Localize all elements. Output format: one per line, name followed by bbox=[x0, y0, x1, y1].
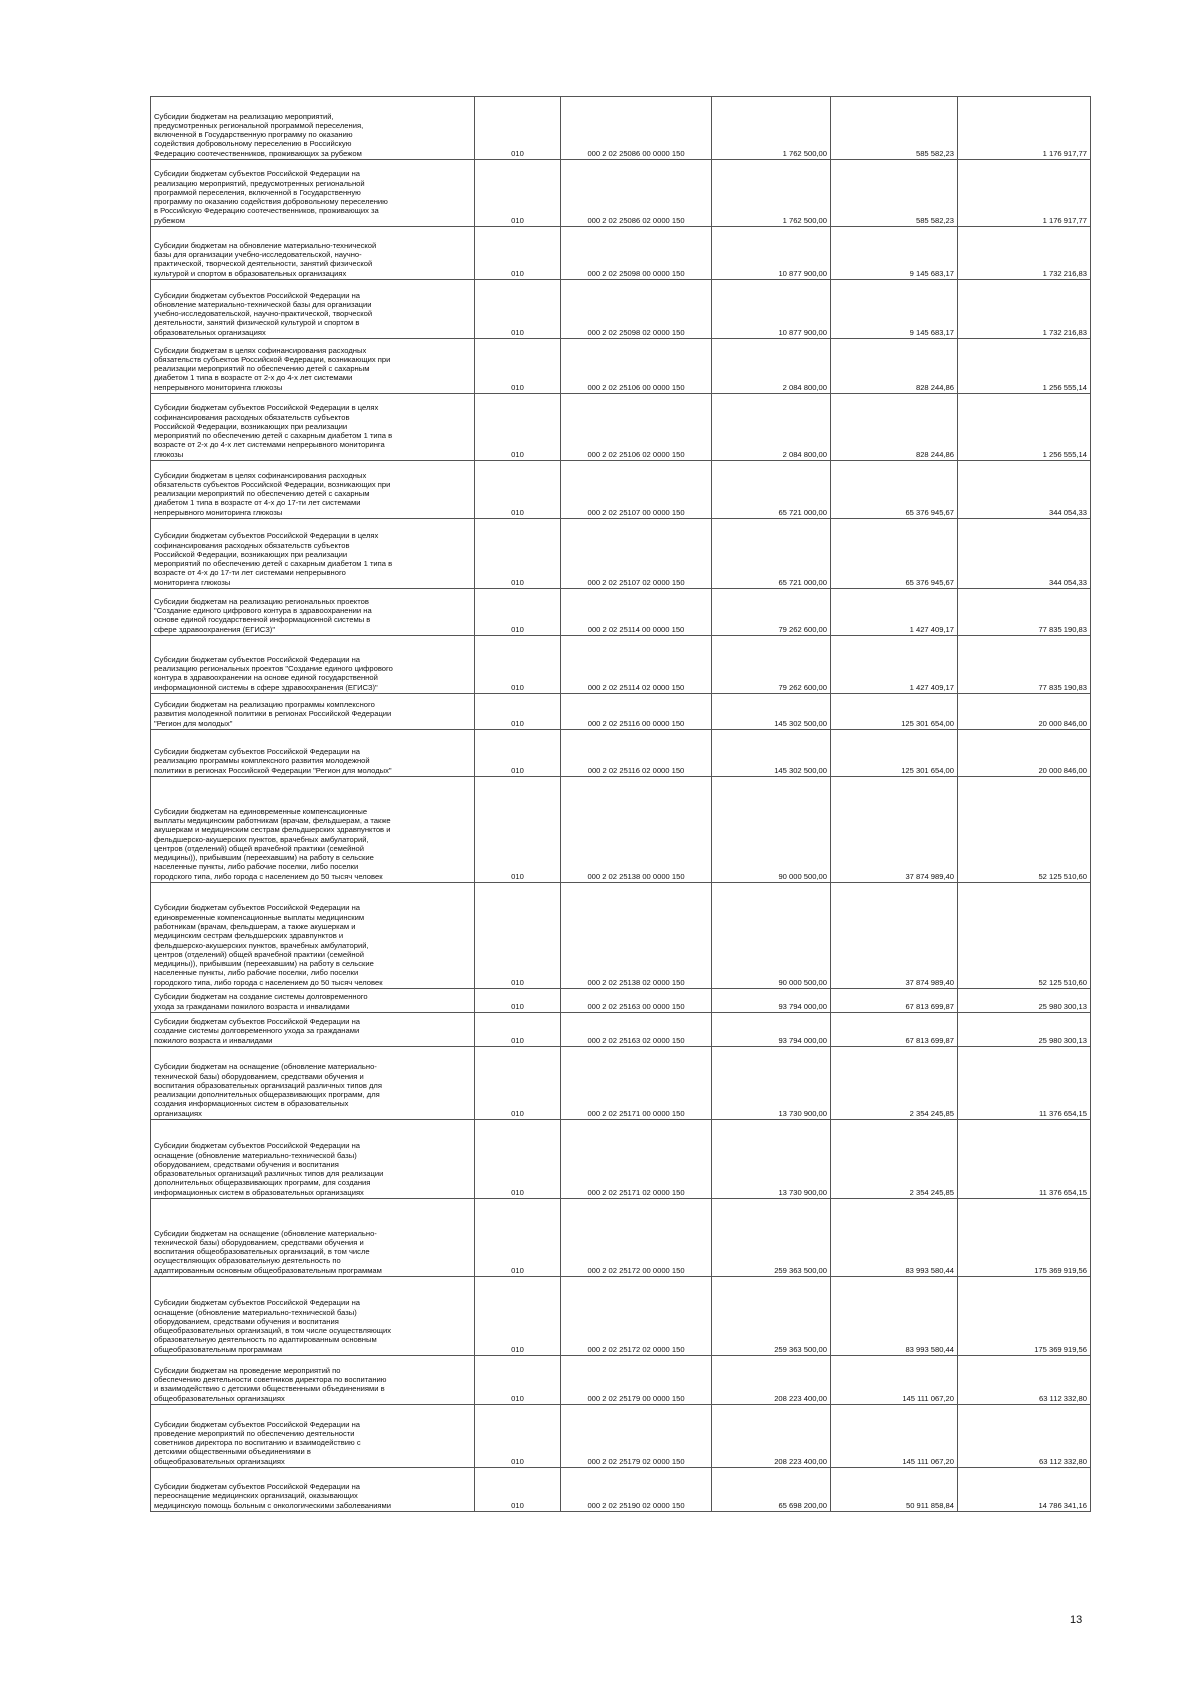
unexecuted-amount: 63 112 332,80 bbox=[958, 1356, 1091, 1405]
executed-amount: 37 874 989,40 bbox=[831, 883, 958, 989]
approved-amount: 145 302 500,00 bbox=[712, 694, 831, 730]
executed-amount: 50 911 858,84 bbox=[831, 1468, 958, 1512]
table-row bbox=[151, 730, 1091, 777]
budget-classification-code: 000 2 02 25098 00 0000 150 bbox=[561, 227, 712, 280]
line-code: 010 bbox=[475, 227, 561, 280]
unexecuted-amount: 25 980 300,13 bbox=[958, 989, 1091, 1013]
unexecuted-amount: 77 835 190,83 bbox=[958, 589, 1091, 636]
executed-amount: 1 427 409,17 bbox=[831, 636, 958, 694]
unexecuted-amount: 77 835 190,83 bbox=[958, 636, 1091, 694]
approved-amount: 65 721 000,00 bbox=[712, 519, 831, 589]
indicator-name: Субсидии бюджетам на реализацию региональных проектов "Создание единого цифрового контура в здравоохранении на основе единой государственной информационной системы в сфере здравоохранения (ЕГИСЗ)" bbox=[151, 589, 475, 636]
line-code: 010 bbox=[475, 160, 561, 227]
approved-amount: 2 084 800,00 bbox=[712, 339, 831, 394]
table-body bbox=[151, 97, 1091, 1512]
unexecuted-amount: 14 786 341,16 bbox=[958, 1468, 1091, 1512]
executed-amount: 145 111 067,20 bbox=[831, 1356, 958, 1405]
approved-amount: 145 302 500,00 bbox=[712, 730, 831, 777]
indicator-name: Субсидии бюджетам субъектов Российской Федерации на создание системы долговременного ухода за гражданами пожилого возраста и инвалидами bbox=[151, 1013, 475, 1047]
table-row bbox=[151, 1405, 1091, 1468]
budget-classification-code: 000 2 02 25179 02 0000 150 bbox=[561, 1405, 712, 1468]
approved-amount: 208 223 400,00 bbox=[712, 1405, 831, 1468]
line-code: 010 bbox=[475, 97, 561, 160]
line-code: 010 bbox=[475, 589, 561, 636]
unexecuted-amount: 175 369 919,56 bbox=[958, 1277, 1091, 1356]
table-row bbox=[151, 1277, 1091, 1356]
approved-amount: 93 794 000,00 bbox=[712, 1013, 831, 1047]
line-code: 010 bbox=[475, 1356, 561, 1405]
indicator-name: Субсидии бюджетам субъектов Российской Федерации на единовременные компенсационные выплаты медицинским работникам (врачам, фельдшерам, а также акушеркам и медицинским сестрам фельдшерских здравпунктов и фельдшерско-акушерских пунктов, врачебных амбулаторий, центров (отделений) общей врачебной практики (семейной медицины)), прибывшим (переехавшим) на работу в сельские населенные пункты, либо рабочие поселки, либо поселки городского типа, либо города с населением до 50 тысяч человек bbox=[151, 883, 475, 989]
indicator-name: Субсидии бюджетам субъектов Российской Федерации на реализацию региональных проектов "Создание единого цифрового контура в здравоохранении на основе единой государственной информационной системы в сфере здравоохранения (ЕГИСЗ)" bbox=[151, 636, 475, 694]
executed-amount: 2 354 245,85 bbox=[831, 1120, 958, 1199]
line-code: 010 bbox=[475, 1405, 561, 1468]
line-code: 010 bbox=[475, 777, 561, 883]
table-row bbox=[151, 160, 1091, 227]
approved-amount: 93 794 000,00 bbox=[712, 989, 831, 1013]
approved-amount: 90 000 500,00 bbox=[712, 883, 831, 989]
table-row bbox=[151, 883, 1091, 989]
unexecuted-amount: 1 256 555,14 bbox=[958, 339, 1091, 394]
table-row bbox=[151, 694, 1091, 730]
line-code: 010 bbox=[475, 636, 561, 694]
table-row bbox=[151, 1199, 1091, 1277]
unexecuted-amount: 1 256 555,14 bbox=[958, 394, 1091, 461]
indicator-name: Субсидии бюджетам на проведение мероприятий по обеспечению деятельности советников директора по воспитанию и взаимодействию с детскими общественными объединениями в общеобразовательных организациях bbox=[151, 1356, 475, 1405]
executed-amount: 37 874 989,40 bbox=[831, 777, 958, 883]
executed-amount: 125 301 654,00 bbox=[831, 730, 958, 777]
budget-classification-code: 000 2 02 25179 00 0000 150 bbox=[561, 1356, 712, 1405]
executed-amount: 828 244,86 bbox=[831, 339, 958, 394]
indicator-name: Субсидии бюджетам субъектов Российской Федерации на реализацию программы комплексного развития молодежной политики в регионах Российской Федерации "Регион для молодых" bbox=[151, 730, 475, 777]
budget-classification-code: 000 2 02 25114 02 0000 150 bbox=[561, 636, 712, 694]
table-row bbox=[151, 227, 1091, 280]
budget-classification-code: 000 2 02 25086 00 0000 150 bbox=[561, 97, 712, 160]
page-number: 13 bbox=[1070, 1614, 1083, 1626]
executed-amount: 585 582,23 bbox=[831, 97, 958, 160]
table-row bbox=[151, 461, 1091, 519]
table-row bbox=[151, 519, 1091, 589]
unexecuted-amount: 175 369 919,56 bbox=[958, 1199, 1091, 1277]
indicator-name: Субсидии бюджетам субъектов Российской Федерации на оснащение (обновление материально-технической базы) оборудованием, средствами обучения и воспитания образовательных организаций различных типов для реализации дополнительных общеразвивающих программ, для создания информационных систем в образовательных организациях bbox=[151, 1120, 475, 1199]
executed-amount: 585 582,23 bbox=[831, 160, 958, 227]
executed-amount: 2 354 245,85 bbox=[831, 1047, 958, 1120]
budget-classification-code: 000 2 02 25172 00 0000 150 bbox=[561, 1199, 712, 1277]
unexecuted-amount: 63 112 332,80 bbox=[958, 1405, 1091, 1468]
executed-amount: 65 376 945,67 bbox=[831, 519, 958, 589]
indicator-name: Субсидии бюджетам субъектов Российской Федерации на переоснащение медицинских организаций, оказывающих медицинскую помощь больным с онкологическими заболеваниями bbox=[151, 1468, 475, 1512]
line-code: 010 bbox=[475, 339, 561, 394]
budget-classification-code: 000 2 02 25163 00 0000 150 bbox=[561, 989, 712, 1013]
unexecuted-amount: 52 125 510,60 bbox=[958, 883, 1091, 989]
budget-classification-code: 000 2 02 25106 00 0000 150 bbox=[561, 339, 712, 394]
budget-classification-code: 000 2 02 25171 00 0000 150 bbox=[561, 1047, 712, 1120]
indicator-name: Субсидии бюджетам на оснащение (обновление материально- технической базы) оборудованием, средствами обучения и воспитания образовательных организаций различных типов для реализации дополнительных общеразвивающих программ, для создания информационных систем в образовательных организациях bbox=[151, 1047, 475, 1120]
unexecuted-amount: 1 176 917,77 bbox=[958, 160, 1091, 227]
unexecuted-amount: 11 376 654,15 bbox=[958, 1047, 1091, 1120]
indicator-name: Субсидии бюджетам субъектов Российской Федерации в целях софинансирования расходных обязательств субъектов Российской Федерации, возникающих при реализации мероприятий по обеспечению детей с сахарным диабетом 1 типа в возрасте от 4-х до 17-ти лет системами непрерывного мониторинга глюкозы bbox=[151, 519, 475, 589]
table-row bbox=[151, 1013, 1091, 1047]
line-code: 010 bbox=[475, 694, 561, 730]
budget-classification-code: 000 2 02 25106 02 0000 150 bbox=[561, 394, 712, 461]
executed-amount: 9 145 683,17 bbox=[831, 280, 958, 339]
executed-amount: 1 427 409,17 bbox=[831, 589, 958, 636]
table-row bbox=[151, 97, 1091, 160]
budget-classification-code: 000 2 02 25116 00 0000 150 bbox=[561, 694, 712, 730]
budget-classification-code: 000 2 02 25138 02 0000 150 bbox=[561, 883, 712, 989]
line-code: 010 bbox=[475, 730, 561, 777]
budget-classification-code: 000 2 02 25114 00 0000 150 bbox=[561, 589, 712, 636]
unexecuted-amount: 20 000 846,00 bbox=[958, 694, 1091, 730]
table-row bbox=[151, 280, 1091, 339]
indicator-name: Субсидии бюджетам в целях софинансирования расходных обязательств субъектов Российской Федерации, возникающих при реализации мероприятий по обеспечению детей с сахарным диабетом 1 типа в возрасте от 4-х до 17-ти лет системами непрерывного мониторинга глюкозы bbox=[151, 461, 475, 519]
indicator-name: Субсидии бюджетам субъектов Российской Федерации на обновление материально-технической базы для организации учебно-исследовательской, научно-практической, творческой деятельности, занятий физической культурой и спортом в образовательных организациях bbox=[151, 280, 475, 339]
unexecuted-amount: 1 732 216,83 bbox=[958, 280, 1091, 339]
line-code: 010 bbox=[475, 1013, 561, 1047]
indicator-name: Субсидии бюджетам на реализацию мероприятий, предусмотренных региональной программой переселения, включенной в Государственную программу по оказанию содействия добровольному переселению в Российскую Федерацию соотечественников, проживающих за рубежом bbox=[151, 97, 475, 160]
unexecuted-amount: 344 054,33 bbox=[958, 461, 1091, 519]
line-code: 010 bbox=[475, 1199, 561, 1277]
line-code: 010 bbox=[475, 519, 561, 589]
budget-classification-code: 000 2 02 25171 02 0000 150 bbox=[561, 1120, 712, 1199]
indicator-name: Субсидии бюджетам на обновление материально-технической базы для организации учебно-исследовательской, научно- практической, творческой деятельности, занятий физической культурой и спортом в образовательных организациях bbox=[151, 227, 475, 280]
budget-classification-code: 000 2 02 25163 02 0000 150 bbox=[561, 1013, 712, 1047]
executed-amount: 125 301 654,00 bbox=[831, 694, 958, 730]
table-row bbox=[151, 989, 1091, 1013]
approved-amount: 13 730 900,00 bbox=[712, 1047, 831, 1120]
budget-classification-code: 000 2 02 25116 02 0000 150 bbox=[561, 730, 712, 777]
table-row bbox=[151, 339, 1091, 394]
executed-amount: 83 993 580,44 bbox=[831, 1199, 958, 1277]
executed-amount: 145 111 067,20 bbox=[831, 1405, 958, 1468]
executed-amount: 828 244,86 bbox=[831, 394, 958, 461]
indicator-name: Субсидии бюджетам субъектов Российской Федерации на реализацию мероприятий, предусмотренных региональной программой переселения, включенной в Государственную программу по оказанию содействия добровольному переселению в Российскую Федерацию соотечественников, проживающих за рубежом bbox=[151, 160, 475, 227]
table-row bbox=[151, 1468, 1091, 1512]
budget-table bbox=[150, 96, 1091, 1512]
approved-amount: 65 721 000,00 bbox=[712, 461, 831, 519]
table-row bbox=[151, 1120, 1091, 1199]
indicator-name: Субсидии бюджетам на создание системы долговременного ухода за гражданами пожилого возраста и инвалидами bbox=[151, 989, 475, 1013]
indicator-name: Субсидии бюджетам в целях софинансирования расходных обязательств субъектов Российской Федерации, возникающих при реализации мероприятий по обеспечению детей с сахарным диабетом 1 типа в возрасте от 2-х до 4-х лет системами непрерывного мониторинга глюкозы bbox=[151, 339, 475, 394]
budget-classification-code: 000 2 02 25107 00 0000 150 bbox=[561, 461, 712, 519]
indicator-name: Субсидии бюджетам субъектов Российской Федерации на проведение мероприятий по обеспечению деятельности советников директора по воспитанию и взаимодействию с детскими общественными объединениями в общеобразовательных организациях bbox=[151, 1405, 475, 1468]
executed-amount: 67 813 699,87 bbox=[831, 1013, 958, 1047]
indicator-name: Субсидии бюджетам на единовременные компенсационные выплаты медицинским работникам (врачам, фельдшерам, а также акушеркам и медицинским сестрам фельдшерских здравпунктов и фельдшерско-акушерских пунктов, врачебных амбулаторий, центров (отделений) общей врачебной практики (семейной медицины)), прибывшим (переехавшим) на работу в сельские населенные пункты, либо рабочие поселки, либо поселки городского типа, либо города с населением до 50 тысяч человек bbox=[151, 777, 475, 883]
table-row bbox=[151, 1356, 1091, 1405]
unexecuted-amount: 11 376 654,15 bbox=[958, 1120, 1091, 1199]
approved-amount: 13 730 900,00 bbox=[712, 1120, 831, 1199]
table-row bbox=[151, 636, 1091, 694]
budget-classification-code: 000 2 02 25172 02 0000 150 bbox=[561, 1277, 712, 1356]
unexecuted-amount: 20 000 846,00 bbox=[958, 730, 1091, 777]
indicator-name: Субсидии бюджетам на реализацию программы комплексного развития молодежной политики в регионах Российской Федерации "Регион для молодых" bbox=[151, 694, 475, 730]
table-row bbox=[151, 589, 1091, 636]
approved-amount: 79 262 600,00 bbox=[712, 589, 831, 636]
line-code: 010 bbox=[475, 1047, 561, 1120]
approved-amount: 1 762 500,00 bbox=[712, 97, 831, 160]
approved-amount: 90 000 500,00 bbox=[712, 777, 831, 883]
executed-amount: 67 813 699,87 bbox=[831, 989, 958, 1013]
approved-amount: 10 877 900,00 bbox=[712, 280, 831, 339]
unexecuted-amount: 344 054,33 bbox=[958, 519, 1091, 589]
indicator-name: Субсидии бюджетам субъектов Российской Федерации на оснащение (обновление материально-технической базы) оборудованием, средствами обучения и воспитания общеобразовательных организаций, в том числе осуществляющих образовательную деятельность по адаптированным основным общеобразовательным программам bbox=[151, 1277, 475, 1356]
approved-amount: 65 698 200,00 bbox=[712, 1468, 831, 1512]
approved-amount: 79 262 600,00 bbox=[712, 636, 831, 694]
unexecuted-amount: 1 732 216,83 bbox=[958, 227, 1091, 280]
table-row bbox=[151, 394, 1091, 461]
indicator-name: Субсидии бюджетам на оснащение (обновление материально- технической базы) оборудованием, средствами обучения и воспитания общеобразовательных организаций, в том числе осуществляющих образовательную деятельность по адаптированным основным общеобразовательным программам bbox=[151, 1199, 475, 1277]
executed-amount: 83 993 580,44 bbox=[831, 1277, 958, 1356]
line-code: 010 bbox=[475, 989, 561, 1013]
executed-amount: 9 145 683,17 bbox=[831, 227, 958, 280]
line-code: 010 bbox=[475, 280, 561, 339]
line-code: 010 bbox=[475, 1120, 561, 1199]
approved-amount: 2 084 800,00 bbox=[712, 394, 831, 461]
line-code: 010 bbox=[475, 461, 561, 519]
budget-classification-code: 000 2 02 25190 02 0000 150 bbox=[561, 1468, 712, 1512]
unexecuted-amount: 25 980 300,13 bbox=[958, 1013, 1091, 1047]
budget-classification-code: 000 2 02 25086 02 0000 150 bbox=[561, 160, 712, 227]
budget-classification-code: 000 2 02 25138 00 0000 150 bbox=[561, 777, 712, 883]
approved-amount: 259 363 500,00 bbox=[712, 1199, 831, 1277]
executed-amount: 65 376 945,67 bbox=[831, 461, 958, 519]
line-code: 010 bbox=[475, 1277, 561, 1356]
table-row bbox=[151, 777, 1091, 883]
line-code: 010 bbox=[475, 1468, 561, 1512]
approved-amount: 1 762 500,00 bbox=[712, 160, 831, 227]
approved-amount: 259 363 500,00 bbox=[712, 1277, 831, 1356]
indicator-name: Субсидии бюджетам субъектов Российской Федерации в целях софинансирования расходных обязательств субъектов Российской Федерации, возникающих при реализации мероприятий по обеспечению детей с сахарным диабетом 1 типа в возрасте от 2-х до 4-х лет системами непрерывного мониторинга глюкозы bbox=[151, 394, 475, 461]
line-code: 010 bbox=[475, 394, 561, 461]
budget-classification-code: 000 2 02 25098 02 0000 150 bbox=[561, 280, 712, 339]
line-code: 010 bbox=[475, 883, 561, 989]
unexecuted-amount: 52 125 510,60 bbox=[958, 777, 1091, 883]
approved-amount: 208 223 400,00 bbox=[712, 1356, 831, 1405]
table-row bbox=[151, 1047, 1091, 1120]
budget-classification-code: 000 2 02 25107 02 0000 150 bbox=[561, 519, 712, 589]
unexecuted-amount: 1 176 917,77 bbox=[958, 97, 1091, 160]
approved-amount: 10 877 900,00 bbox=[712, 227, 831, 280]
